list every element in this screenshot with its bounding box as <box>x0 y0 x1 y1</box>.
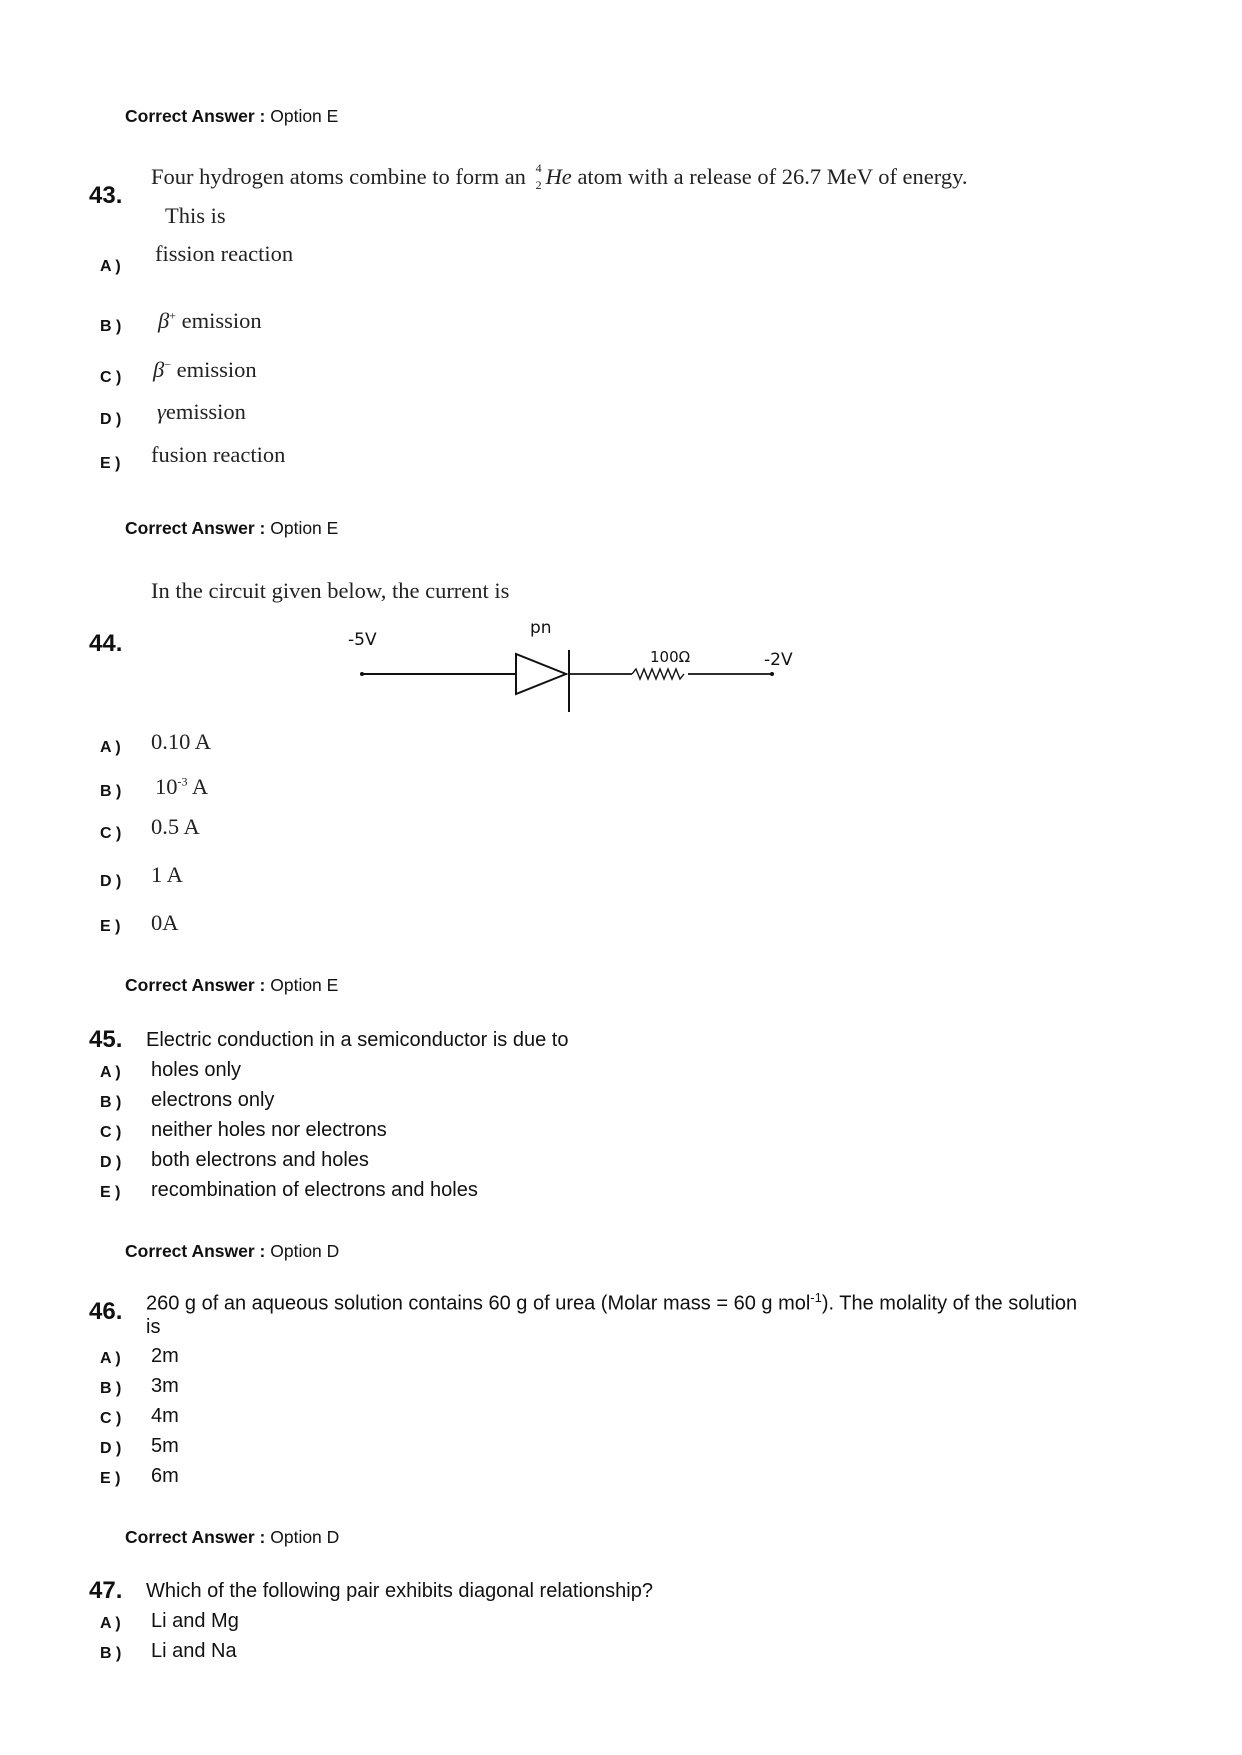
option-label: B ) <box>100 1094 122 1111</box>
circuit-diagram <box>340 620 820 720</box>
option-label: D ) <box>100 873 122 890</box>
question-number: 44. <box>89 630 123 657</box>
right-voltage-label: -2V <box>764 650 793 670</box>
resistor-zigzag <box>632 669 684 679</box>
question-number: 47. <box>89 1577 123 1604</box>
exponent: -1 <box>810 1290 822 1305</box>
charge-sup: + <box>169 308 176 323</box>
option-label: E ) <box>100 1184 121 1201</box>
option-text: both electrons and holes <box>151 1149 369 1171</box>
option-label: E ) <box>100 918 121 935</box>
atomic-number: 2 <box>535 177 542 192</box>
question-text-part: Four hydrogen atoms combine to form an <box>151 164 526 189</box>
question-number: 45. <box>89 1026 123 1053</box>
option-text: neither holes nor electrons <box>151 1119 387 1141</box>
question-text-line2: This is <box>165 203 226 228</box>
gamma-symbol: γ <box>157 399 166 424</box>
option-label: E ) <box>100 1470 121 1487</box>
correct-answer-value: Option E <box>270 975 339 995</box>
option-label: B ) <box>100 1645 122 1662</box>
option-label: C ) <box>100 825 122 842</box>
correct-answer-label: Correct Answer : <box>125 518 266 538</box>
option-text: 4m <box>151 1405 179 1427</box>
question-text <box>146 1290 1077 1316</box>
correct-answer-q44 <box>125 975 338 996</box>
option-text: 0A <box>151 910 179 935</box>
option-label: B ) <box>100 783 122 800</box>
circuit-svg <box>340 620 820 720</box>
diode-triangle <box>516 654 566 694</box>
correct-answer-label: Correct Answer : <box>125 1527 266 1547</box>
diode-label: pn <box>530 618 552 638</box>
correct-answer-value: Option E <box>270 106 339 126</box>
option-text: 2m <box>151 1345 179 1367</box>
correct-answer-q42 <box>125 106 338 127</box>
correct-answer-label: Correct Answer : <box>125 1241 266 1261</box>
question-text: Electric conduction in a semiconductor is due to <box>146 1029 569 1051</box>
resistor-label: 100Ω <box>650 648 691 666</box>
option-text: recombination of electrons and holes <box>151 1179 478 1201</box>
question-text-line2: is <box>146 1316 161 1338</box>
option-label: E ) <box>100 455 121 472</box>
option-text: holes only <box>151 1059 242 1081</box>
option-label: C ) <box>100 1124 122 1141</box>
option-text-part: emission <box>176 357 257 382</box>
terminal-right <box>770 672 774 676</box>
question-text: Which of the following pair exhibits diagonal relationship? <box>146 1580 653 1602</box>
option-label: D ) <box>100 411 122 428</box>
option-label: A ) <box>100 1615 121 1632</box>
option-label: D ) <box>100 1440 122 1457</box>
correct-answer-label: Correct Answer : <box>125 106 266 126</box>
option-text <box>157 399 246 425</box>
option-label: D ) <box>100 1154 122 1171</box>
element-symbol: He <box>545 164 572 189</box>
option-label: A ) <box>100 739 121 756</box>
option-text: 0.10 A <box>151 729 212 754</box>
option-text: 1 A <box>151 862 183 887</box>
option-label: A ) <box>100 1064 121 1081</box>
question-number: 43. <box>89 182 123 209</box>
option-text: Li and Mg <box>151 1610 239 1632</box>
beta-symbol: β <box>153 357 165 382</box>
option-text-part: emission <box>165 399 246 424</box>
charge-sup: − <box>164 357 171 372</box>
option-label: B ) <box>100 318 122 335</box>
beta-symbol: β <box>158 308 170 333</box>
option-text: electrons only <box>151 1089 275 1111</box>
option-text: 3m <box>151 1375 179 1397</box>
correct-answer-q45 <box>125 1241 339 1262</box>
correct-answer-value: Option E <box>270 518 339 538</box>
correct-answer-q43 <box>125 518 338 539</box>
question-text: In the circuit given below, the current is <box>151 578 510 603</box>
option-label: A ) <box>100 258 121 275</box>
question-text-part: 260 g of an aqueous solution contains 60 g of urea (Molar mass = 60 g mol <box>146 1292 811 1315</box>
option-label: C ) <box>100 369 122 386</box>
option-text <box>155 774 208 800</box>
power-base: 10 <box>155 774 178 799</box>
correct-answer-value: Option D <box>270 1527 340 1547</box>
correct-answer-q46 <box>125 1527 339 1548</box>
left-voltage-label: -5V <box>348 630 377 650</box>
correct-answer-label: Correct Answer : <box>125 975 266 995</box>
correct-answer-value: Option D <box>270 1241 340 1261</box>
power-exponent: -3 <box>177 774 188 789</box>
question-text-part: atom with a release of 26.7 MeV of energy. <box>577 164 968 189</box>
option-text <box>158 308 262 334</box>
option-text: fusion reaction <box>151 442 286 467</box>
question-text <box>151 160 968 192</box>
unit: A <box>191 774 209 799</box>
option-text: fission reaction <box>155 241 294 266</box>
option-label: C ) <box>100 1410 122 1427</box>
option-text: 0.5 A <box>151 814 200 839</box>
question-text-part: ). The molality of the solution <box>821 1292 1078 1315</box>
isotope-notation <box>532 160 546 192</box>
terminal-left <box>360 672 364 676</box>
option-text <box>153 357 257 383</box>
question-number: 46. <box>89 1298 123 1325</box>
mass-number: 4 <box>535 160 542 175</box>
option-label: A ) <box>100 1350 121 1367</box>
option-text-part: emission <box>181 308 262 333</box>
option-text: 5m <box>151 1435 179 1457</box>
option-label: B ) <box>100 1380 122 1397</box>
option-text: Li and Na <box>151 1640 237 1662</box>
option-text: 6m <box>151 1465 179 1487</box>
